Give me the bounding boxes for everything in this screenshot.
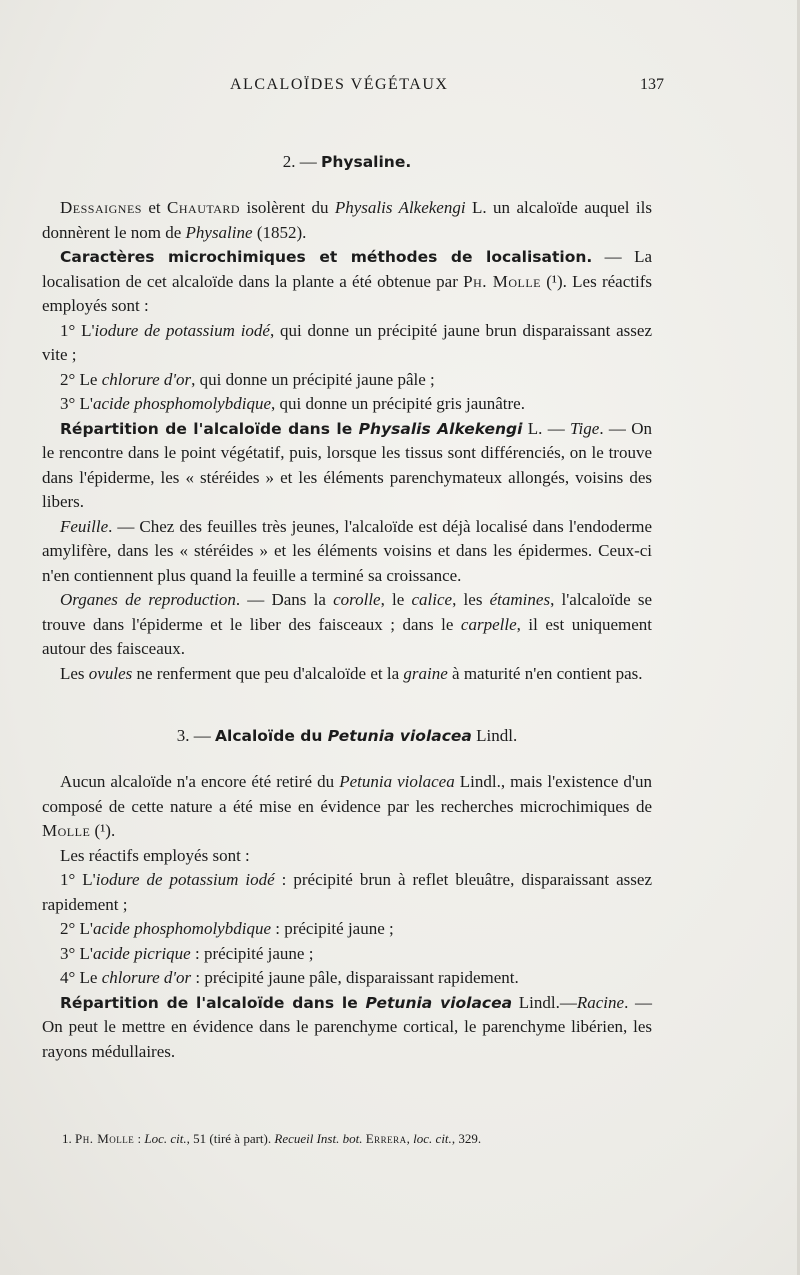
section-heading-petunia: 3. — Alcaloïde du Petunia violacea Lindl. [176,726,518,745]
section-heading-text: Physaline. [321,153,412,171]
paragraph: Aucun alcaloïde n'a encore été retiré du Petunia violacea Lindl., mais l'existence d'un composé de cette nature a été mise en évidence par les recherches microchimiques de Molle (¹). [42,772,652,840]
paragraph: Les ovules ne renferment que peu d'alcaloïde et la graine à maturité n'en contient pas. [60,663,643,683]
footnote: 1. Ph. Molle : Loc. cit., 51 (tiré à part). Recueil Inst. bot. Errera, loc. cit., 329. [62,1131,482,1146]
list-item: 2° L'acide phosphomolybdique : précipité jaune ; [60,919,394,938]
list-item: 3° L'acide phosphomolybdique, qui donne un précipité gris jaunâtre. [60,394,525,413]
section-heading-text: Alcaloïde du Petunia violacea [215,727,472,745]
paragraph: Répartition de l'alcaloïde dans le Petunia violacea Lindl.—Racine. — On peut le mettre en évidence dans le parenchyme cortical, le parenchyme libérien, les rayons médullaires. [42,992,652,1061]
list-item: 1° L'iodure de potassium iodé, qui donne un précipité jaune brun disparaissant assez vite ; [42,320,652,364]
paragraph: Répartition de l'alcaloïde dans le Physalis Alkekengi L. — Tige. — On le rencontre dans le point végétatif, puis, lorsque les tissus sont différenciés, on le trouve dans l'épiderme, les « stéréides » et les éléments parenchymateux allongés, voisins des libers. [42,418,652,511]
paragraph: Organes de reproduction. — Dans la corolle, le calice, les étamines, l'alcaloïde se trouve dans l'épiderme et le liber des faisceaux ; dans le carpelle, il est uniquement autour des faisceaux. [42,590,652,658]
list-item: 3° L'acide picrique : précipité jaune ; [60,943,314,963]
running-header [42,76,664,98]
paragraph: Feuille. — Chez des feuilles très jeunes, l'alcaloïde est déjà localisé dans l'endoderme amylifère, dans les « stéréides » et les éléments voisins et dans les épidermes. Ceux-ci n'en contiennent plus quand la feuille a terminé sa croissance. [42,516,652,585]
list-item: 4° Le chlorure d'or : précipité jaune pâle, disparaissant rapidement. [60,968,519,987]
page-body [42,150,652,1064]
section-heading-physaline: 2. — Physaline. [282,152,412,171]
page-number: 137 [640,76,664,93]
running-title: ALCALOÏDES VÉGÉTAUX [230,76,449,93]
paragraph: Les réactifs employés sont : [60,845,250,865]
list-item: 2° Le chlorure d'or, qui donne un précipité jaune pâle ; [60,369,435,389]
paragraph: Dessaignes et Chautard isolèrent du Physalis Alkekengi L. un alcaloïde auquel ils donnèrent le nom de Physaline (1852). [42,198,652,242]
paragraph: Caractères microchimiques et méthodes de localisation. — La localisation de cet alcaloïde dans la plante a été obtenue par Ph. Molle (¹). Les réactifs employés sont : [42,247,652,315]
list-item: 1° L'iodure de potassium iodé : précipité brun à reflet bleuâtre, disparaissant assez rapidement ; [42,870,652,914]
